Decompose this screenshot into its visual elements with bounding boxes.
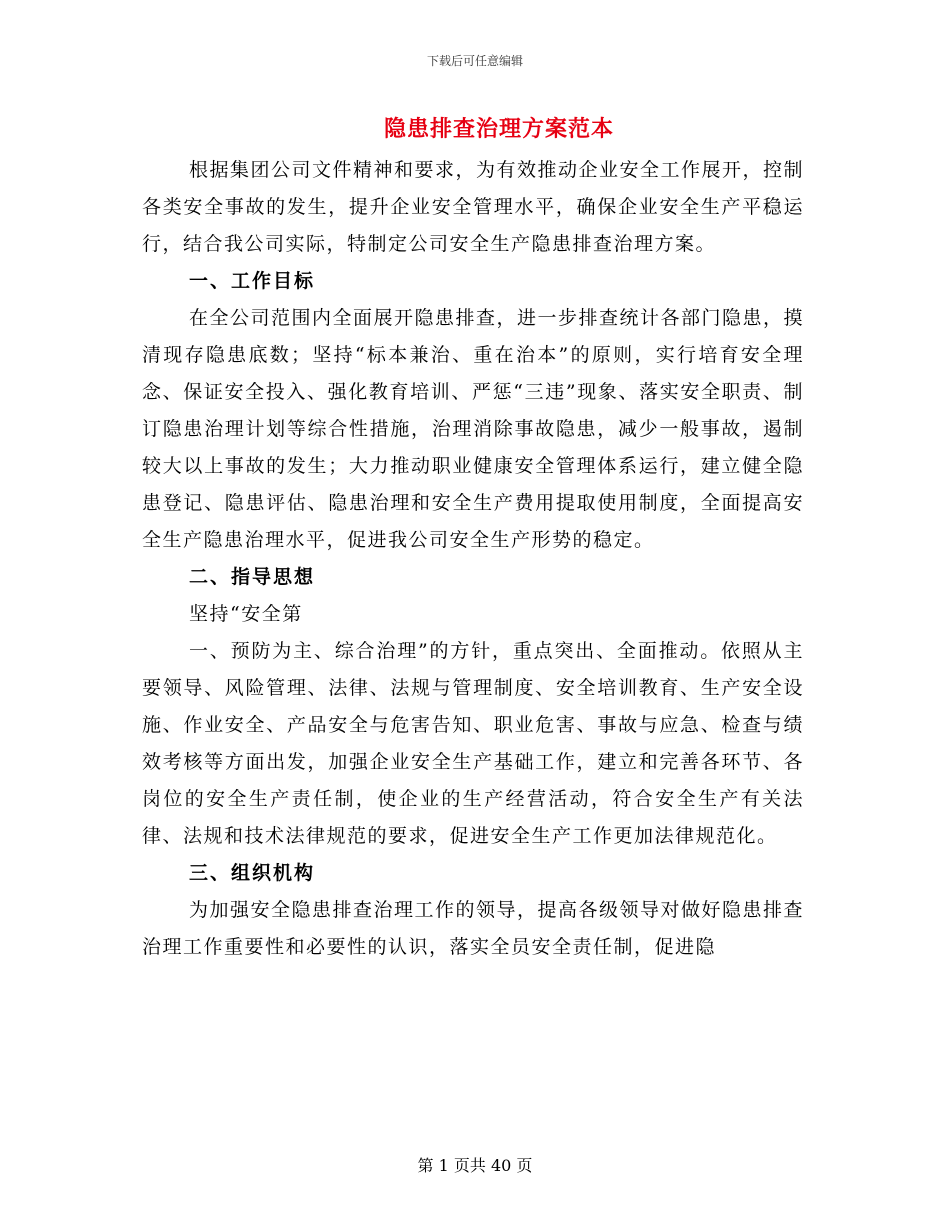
- section-1-paragraph: 在全公司范围内全面展开隐患排查，进一步排查统计各部门隐患，摸清现存隐患底数；坚持“标本兼治、重在治本”的原则，实行培育安全理念、保证安全投入、强化教育培训、严惩“三违”现象、落实安全职责、制订隐患治理计划等综合性措施，治理消除事故隐患，减少一般事故，遏制较大以上事故的发生；大力推动职业健康安全管理体系运行，建立健全隐患登记、隐患评估、隐患治理和安全生产费用提取使用制度，全面提高安全生产隐患治理水平，促进我公司安全生产形势的稳定。: [142, 307, 805, 551]
- page-number: 第 1 页共 40 页: [417, 1156, 533, 1175]
- document-body: [142, 152, 804, 966]
- section-1-heading: 一、工作目标: [189, 270, 316, 292]
- section-2-paragraph: 一、预防为主、综合治理”的方针，重点突出、全面推动。依照从主要领导、风险管理、法律、法规与管理制度、安全培训教育、生产安全设施、作业安全、产品安全与危害告知、职业危害、事故与应急、检查与绩效考核等方面出发，加强企业安全生产基础工作，建立和完善各环节、各岗位的安全生产责任制，使企业的生产经营活动，符合安全生产有关法律、法规和技术法律规范的要求，促进安全生产工作更加法律规范化。: [142, 640, 804, 847]
- section-2-heading: 二、指导思想: [189, 566, 316, 588]
- section-2-line: 坚持“安全第: [189, 603, 303, 625]
- intro-paragraph: 根据集团公司文件精神和要求，为有效推动企业安全工作展开，控制各类安全事故的发生，提升企业安全管理水平，确保企业安全生产平稳运行，结合我公司实际，特制定公司安全生产隐患排查治理方案。: [142, 159, 805, 255]
- page-header-note: 下载后可任意编辑: [426, 54, 523, 68]
- document-title: 隐患排查治理方案范本: [383, 116, 614, 142]
- section-3-paragraph: 为加强安全隐患排查治理工作的领导，提高各级领导对做好隐患排查治理工作重要性和必要性的认识，落实全员安全责任制，促进隐: [142, 899, 805, 958]
- section-3-heading: 三、组织机构: [189, 862, 316, 884]
